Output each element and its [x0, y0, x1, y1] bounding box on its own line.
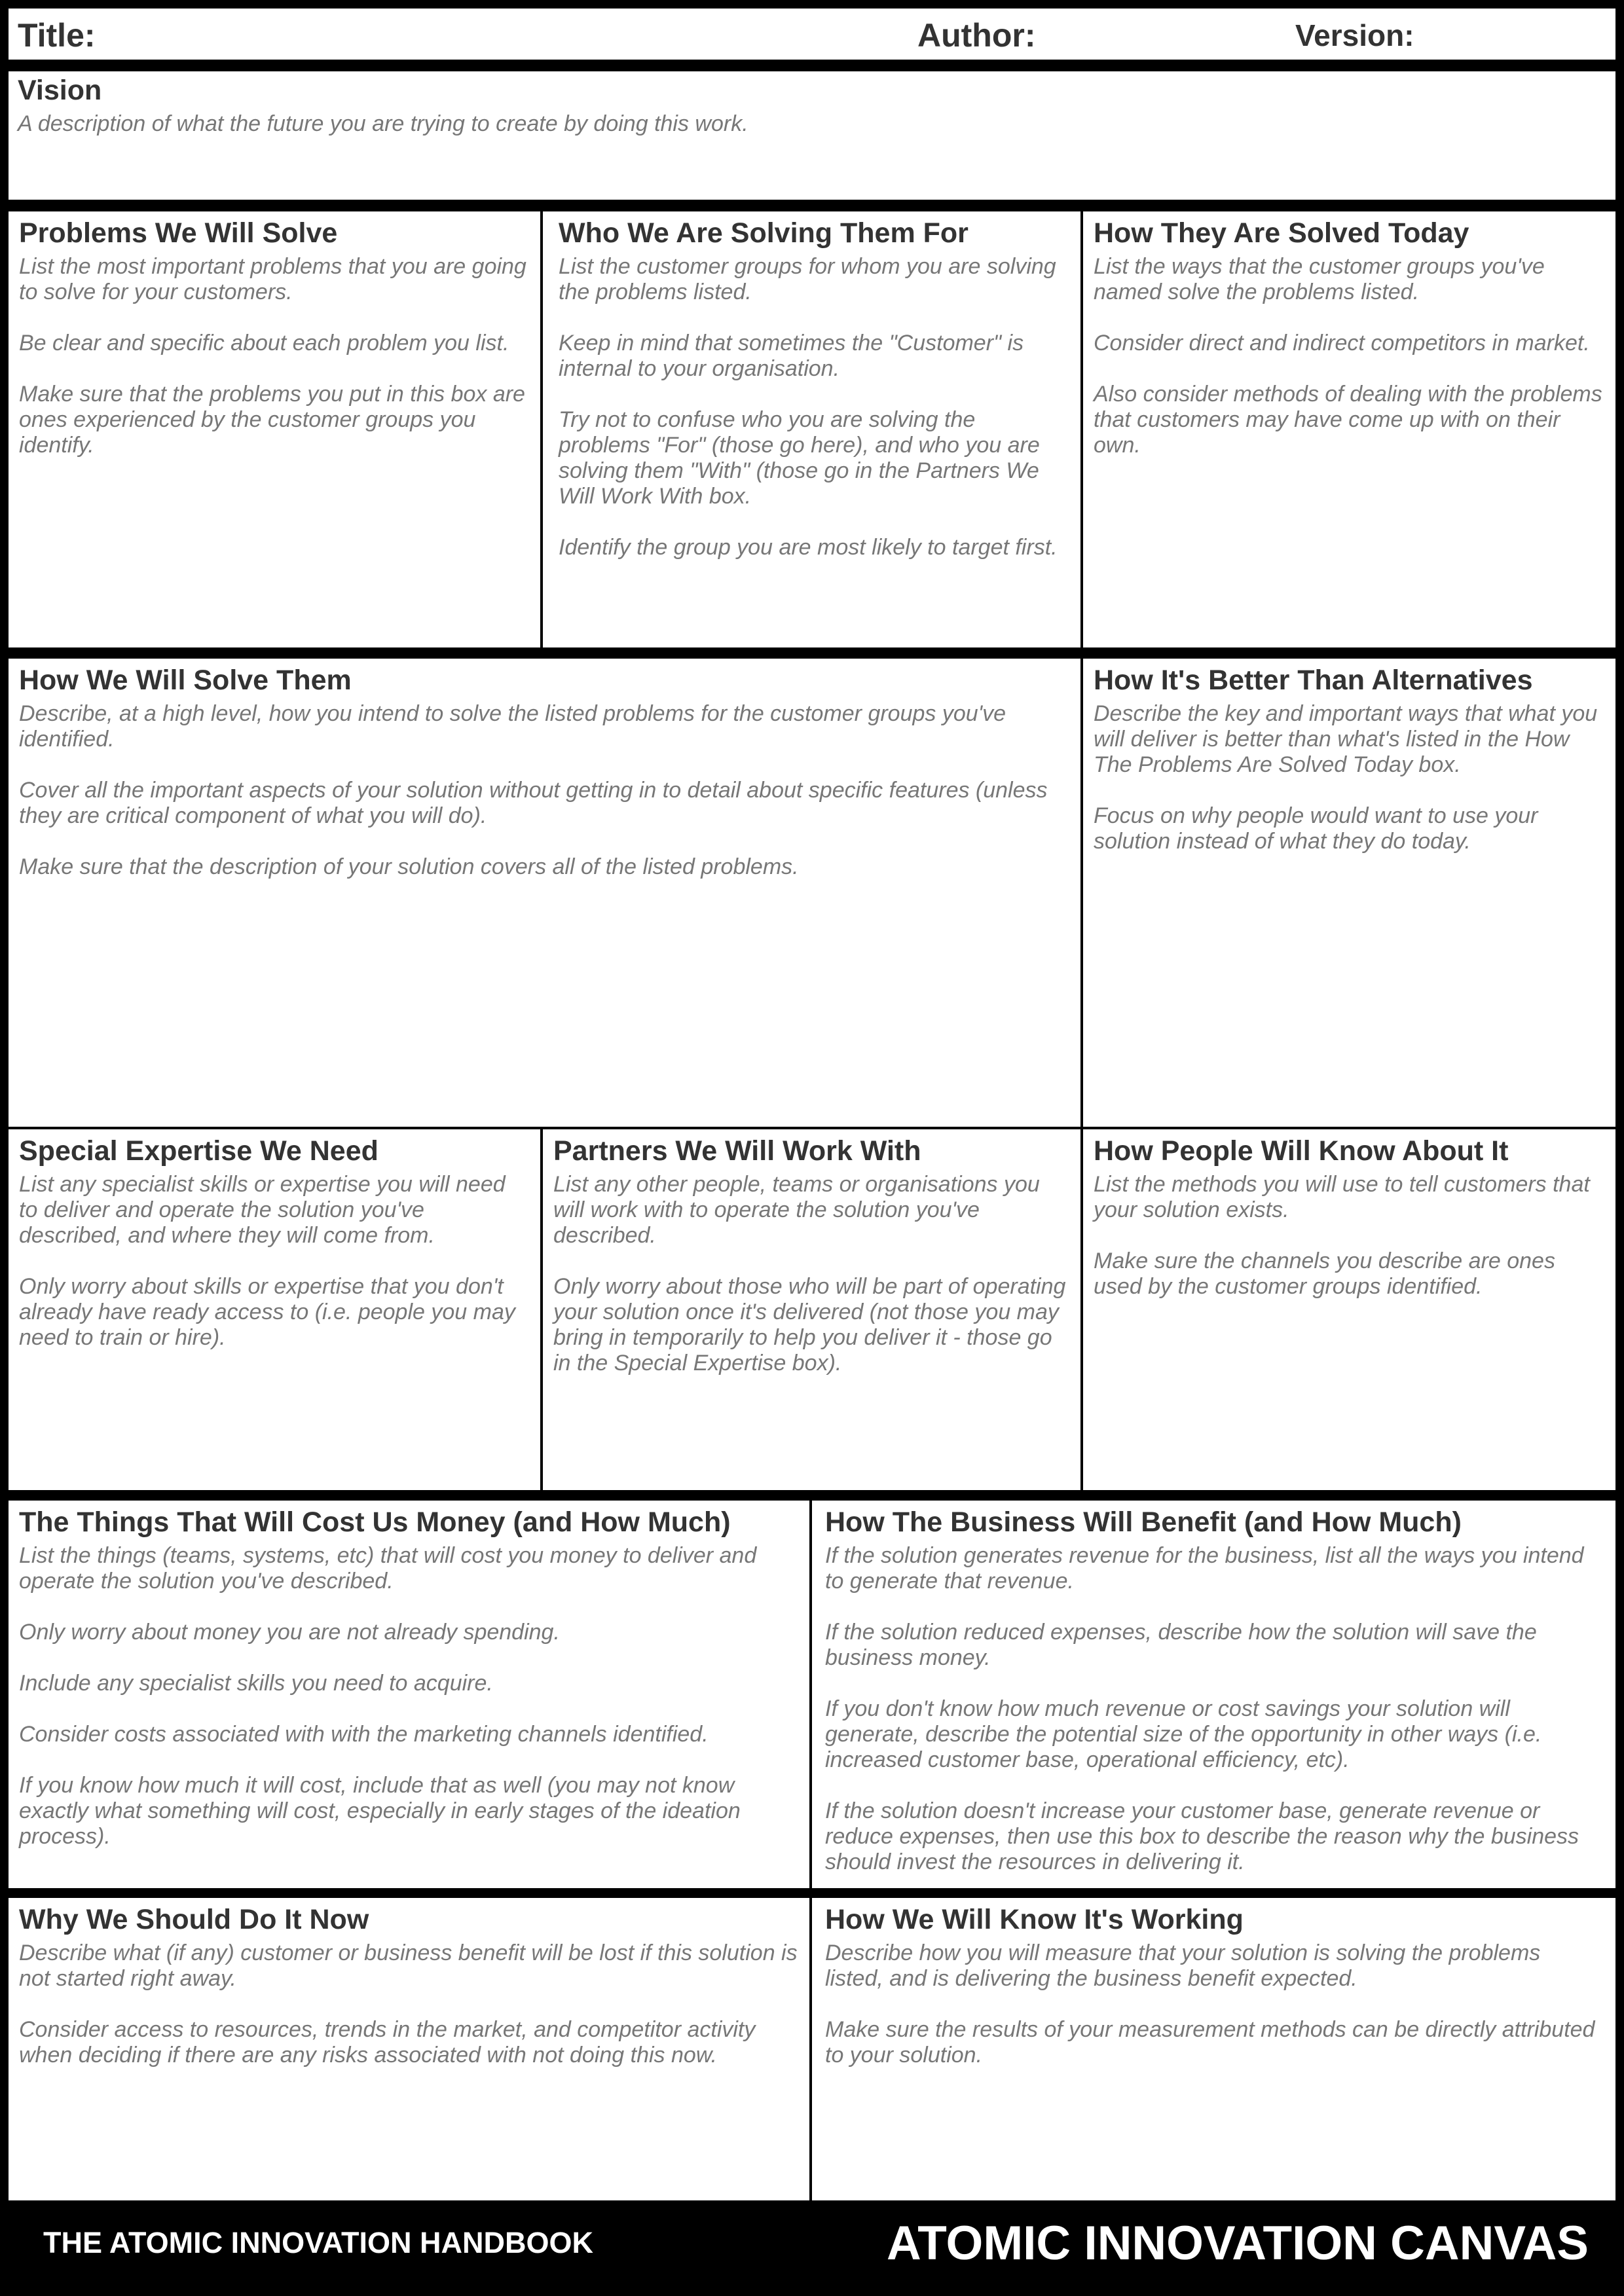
box-paragraph: Try not to confuse who you are solving the problems "For" (those go here), and who you are solving them "With" (those go in the Partners We Will Work With box.	[559, 407, 1040, 509]
why-now-box	[9, 1898, 809, 2200]
box-title: Why We Should Do It Now	[19, 1904, 369, 1935]
box-body	[825, 1941, 1602, 2068]
better-box	[1083, 659, 1615, 1127]
box-title: How The Business Will Benefit (and How Much)	[825, 1506, 1462, 1538]
box-paragraph: List any specialist skills or expertise you will need to deliver and operate the solution you've described, and where they will come from.	[19, 1172, 506, 1248]
box-body	[19, 701, 1070, 880]
box-paragraph: Make sure the results of your measurement methods can be directly attributed to your solution.	[825, 2017, 1595, 2068]
title-label: Title:	[18, 17, 96, 54]
how-solve-box	[9, 659, 1080, 1127]
box-title: Problems We Will Solve	[19, 217, 338, 249]
problems-box	[9, 211, 540, 647]
box-body	[19, 254, 530, 458]
know-about-box	[1083, 1129, 1615, 1490]
box-title: How They Are Solved Today	[1094, 217, 1469, 249]
box-paragraph: If you don't know how much revenue or cost savings your solution will generate, describe the potential size of the opportunity in other ways (i.e. increased customer base, operational efficiency, etc).	[825, 1696, 1542, 1773]
who-for-box	[543, 211, 1080, 647]
box-body	[559, 254, 1065, 560]
box-body	[19, 1172, 530, 1351]
version-label: Version:	[1295, 18, 1414, 52]
box-paragraph: Only worry about skills or expertise that you don't already have ready access to (i.e. people you may need to train or hire).	[19, 1274, 515, 1351]
box-paragraph: Only worry about money you are not already spending.	[19, 1620, 560, 1645]
box-paragraph: If the solution doesn't increase your customer base, generate revenue or reduce expenses, then use this box to describe the reason why the business should invest the resources in delivering it.	[825, 1798, 1579, 1875]
box-title: Special Expertise We Need	[19, 1135, 378, 1167]
box-body	[19, 1543, 799, 1850]
box-body	[1094, 254, 1605, 458]
expertise-box	[9, 1129, 540, 1490]
box-body	[1094, 701, 1605, 854]
partners-box	[543, 1129, 1080, 1490]
box-paragraph: If you know how much it will cost, include that as well (you may not know exactly what something will cost, especially in early stages of the ideation process).	[19, 1773, 741, 1850]
box-body	[825, 1543, 1602, 1875]
box-paragraph: Describe how you will measure that your solution is solving the problems listed, and is delivering the business benefit expected.	[825, 1941, 1541, 1992]
box-paragraph: Describe what (if any) customer or business benefit will be lost if this solution is not started right away.	[19, 1941, 798, 1992]
box-body	[1094, 1172, 1605, 1300]
box-paragraph: Consider direct and indirect competitors in market.	[1094, 331, 1590, 356]
box-body	[19, 1941, 799, 2068]
box-title: How It's Better Than Alternatives	[1094, 665, 1533, 696]
box-paragraph: List the customer groups for whom you are solving the problems listed.	[559, 254, 1056, 305]
box-paragraph: Only worry about those who will be part of operating your solution once it's delivered (not those you may bring in temporarily to help you deliver it - those go in the Special Expertise box).	[553, 1274, 1066, 1376]
box-paragraph: Also consider methods of dealing with the problems that customers may have come up with on their own.	[1094, 382, 1602, 458]
box-paragraph: Consider access to resources, trends in the market, and competitor activity when deciding if there are any risks associated with not doing this now.	[19, 2017, 756, 2068]
box-body	[18, 111, 1606, 137]
box-paragraph: Consider costs associated with with the marketing channels identified.	[19, 1722, 709, 1747]
box-title: How We Will Solve Them	[19, 665, 352, 696]
box-paragraph: If the solution generates revenue for the business, list all the ways you intend to generate that revenue.	[825, 1543, 1584, 1594]
box-paragraph: Identify the group you are most likely to target first.	[559, 535, 1058, 560]
box-paragraph: If the solution reduced expenses, describe how the solution will save the business money.	[825, 1620, 1537, 1671]
box-paragraph: List the most important problems that you are going to solve for your customers.	[19, 254, 526, 305]
solved-today-box	[1083, 211, 1615, 647]
box-paragraph: List any other people, teams or organisations you will work with to operate the solution you've described.	[553, 1172, 1040, 1248]
header-bar	[9, 9, 1615, 60]
author-label: Author:	[917, 17, 1036, 54]
box-paragraph: Keep in mind that sometimes the "Customer" is internal to your organisation.	[559, 331, 1024, 382]
box-title: How We Will Know It's Working	[825, 1904, 1244, 1935]
box-paragraph: Make sure that the problems you put in this box are ones experienced by the customer groups you identify.	[19, 382, 525, 458]
vision-box	[9, 71, 1615, 200]
handbook-label: THE ATOMIC INNOVATION HANDBOOK	[43, 2226, 593, 2259]
box-title: The Things That Will Cost Us Money (and How Much)	[19, 1506, 731, 1538]
box-paragraph: Make sure the channels you describe are ones used by the customer groups identified.	[1094, 1248, 1555, 1300]
box-paragraph: Describe the key and important ways that what you will deliver is better than what's listed in the How The Problems Are Solved Today box.	[1094, 701, 1598, 778]
box-title: Who We Are Solving Them For	[559, 217, 969, 249]
box-paragraph: List the things (teams, systems, etc) that will cost you money to deliver and operate the solution you've described.	[19, 1543, 757, 1594]
benefit-box	[812, 1501, 1615, 1888]
box-paragraph: List the methods you will use to tell customers that your solution exists.	[1094, 1172, 1590, 1223]
box-paragraph: Focus on why people would want to use your solution instead of what they do today.	[1094, 803, 1538, 854]
box-paragraph: Cover all the important aspects of your solution without getting in to detail about specific features (unless they are critical component of what you will do).	[19, 778, 1048, 829]
box-title: Vision	[18, 75, 102, 106]
box-paragraph: Make sure that the description of your solution covers all of the listed problems.	[19, 854, 799, 880]
box-title: How People Will Know About It	[1094, 1135, 1509, 1167]
box-paragraph: A description of what the future you are trying to create by doing this work.	[18, 111, 748, 137]
box-paragraph: Include any specialist skills you need to acquire.	[19, 1671, 493, 1696]
cost-box	[9, 1501, 809, 1888]
box-title: Partners We Will Work With	[553, 1135, 921, 1167]
canvas-label: ATOMIC INNOVATION CANVAS	[886, 2217, 1589, 2270]
working-box	[812, 1898, 1615, 2200]
box-paragraph: Describe, at a high level, how you intend to solve the listed problems for the customer groups you've identified.	[19, 701, 1006, 752]
box-body	[553, 1172, 1070, 1376]
box-paragraph: Be clear and specific about each problem you list.	[19, 331, 509, 356]
box-paragraph: List the ways that the customer groups you've named solve the problems listed.	[1094, 254, 1545, 305]
